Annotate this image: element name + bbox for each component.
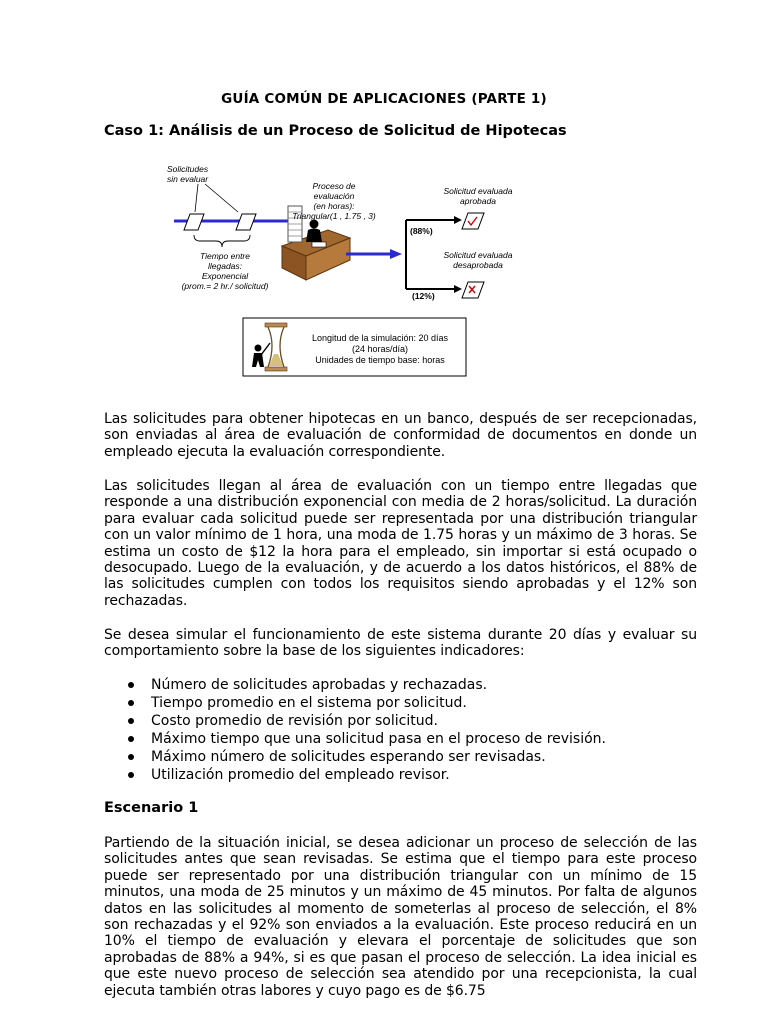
paragraph-scenario: Partiendo de la situación inicial, se desea adicionar un proceso de selección de las solicitudes antes que sean revisadas. Se estima que el tiempo para este proceso puede ser representado por una distribución triangular con un mínimo de 15 minutos, una moda de 25 minutos y un máximo de 45 minutos. Por falta de algunos datos en las solicitudes al momento de someterlas al proceso de selección, el 8% son rechazadas y el 92% son enviados a la evaluación. Este proceso reducirá en un 10% el tiempo de evaluación y elevara el porcentaje de solicitudes que son aprobadas de 88% a 94%, si es que pasan el proceso de selección. La idea inicial es que este nuevo proceso de selección sea atendido por una recepcionista, la cual ejecuta también otras labores y cuyo pago es de $6.75 — [104, 835, 697, 999]
case-title: Caso 1: Análisis de un Proceso de Solicitud de Hipotecas — [104, 123, 567, 139]
scenario-title: Escenario 1 — [104, 800, 199, 816]
pointer-line — [205, 184, 238, 212]
bullet-icon — [128, 718, 134, 724]
list-item: Costo promedio de revisión por solicitud. — [104, 712, 697, 730]
unevaluated-label: Solicitudes sin evaluar — [167, 164, 209, 184]
approved-document-icon — [462, 213, 484, 229]
interarrival-brace — [194, 235, 250, 247]
paragraph-description: Las solicitudes llegan al área de evaluación con un tiempo entre llegadas que responde a una distribución exponencial con media de 2 horas/solicitud. La duración para evaluar cada solicitud puede ser representada por una distribución triangular con un valor mínimo de 1 hora, una moda de 1.75 horas y un máximo de 3 horas. Se estima un costo de $12 la hora para el empleado, sin importar si está ocupado o desocupado. Luego de la evaluación, y de acuerdo a los datos históricos, el 88% de las solicitudes cumplen con todos los requisitos siendo aprobadas y el 12% son rechazadas. — [104, 478, 697, 609]
approved-percentage: (88%) — [410, 226, 433, 236]
rejected-arrowhead — [454, 285, 462, 293]
list-item: Utilización promedio del empleado revisor. — [104, 766, 697, 784]
bullet-icon — [128, 754, 134, 760]
interarrival-label: Tiempo entre llegadas: Exponencial (prom.= 2 hr./ solicitud) — [181, 251, 269, 291]
process-diagram — [150, 158, 530, 383]
paragraph-intro: Las solicitudes para obtener hipotecas en un banco, después de ser recepcionadas, son enviadas al área de evaluación de conformidad de documentos en donde un empleado ejecuta la evaluación correspondiente. — [104, 411, 697, 460]
rejected-label: Solicitud evaluada desaprobada — [443, 250, 513, 270]
simulation-info-text: Longitud de la simulación: 20 días (24 horas/día) Unidades de tiempo base: horas — [311, 333, 449, 365]
list-item: Número de solicitudes aprobadas y rechazadas. — [104, 676, 697, 694]
process-label: Proceso de evaluación (en horas): Triangular(1 , 1.75 , 3) — [292, 181, 376, 221]
rejected-percentage: (12%) — [412, 291, 435, 301]
list-item: Máximo tiempo que una solicitud pasa en el proceso de revisión. — [104, 730, 697, 748]
bullet-icon — [128, 682, 134, 688]
application-form-icon — [236, 214, 256, 230]
approved-label: Solicitud evaluada aprobada — [443, 186, 513, 206]
indicator-list — [104, 676, 697, 784]
exit-arrowhead — [390, 249, 402, 259]
approved-arrowhead — [454, 216, 462, 224]
bullet-icon — [128, 736, 134, 742]
list-item: Máximo número de solicitudes esperando ser revisadas. — [104, 748, 697, 766]
page-title: GUÍA COMÚN DE APLICACIONES (PARTE 1) — [221, 91, 547, 107]
application-form-icon — [184, 214, 204, 230]
paragraph-objective: Se desea simular el funcionamiento de este sistema durante 20 días y evaluar su comportamiento sobre la base de los siguientes indicadores: — [104, 627, 697, 660]
pointer-line — [195, 184, 198, 212]
bullet-icon — [128, 772, 134, 778]
list-item: Tiempo promedio en el sistema por solicitud. — [104, 694, 697, 712]
bullet-icon — [128, 700, 134, 706]
